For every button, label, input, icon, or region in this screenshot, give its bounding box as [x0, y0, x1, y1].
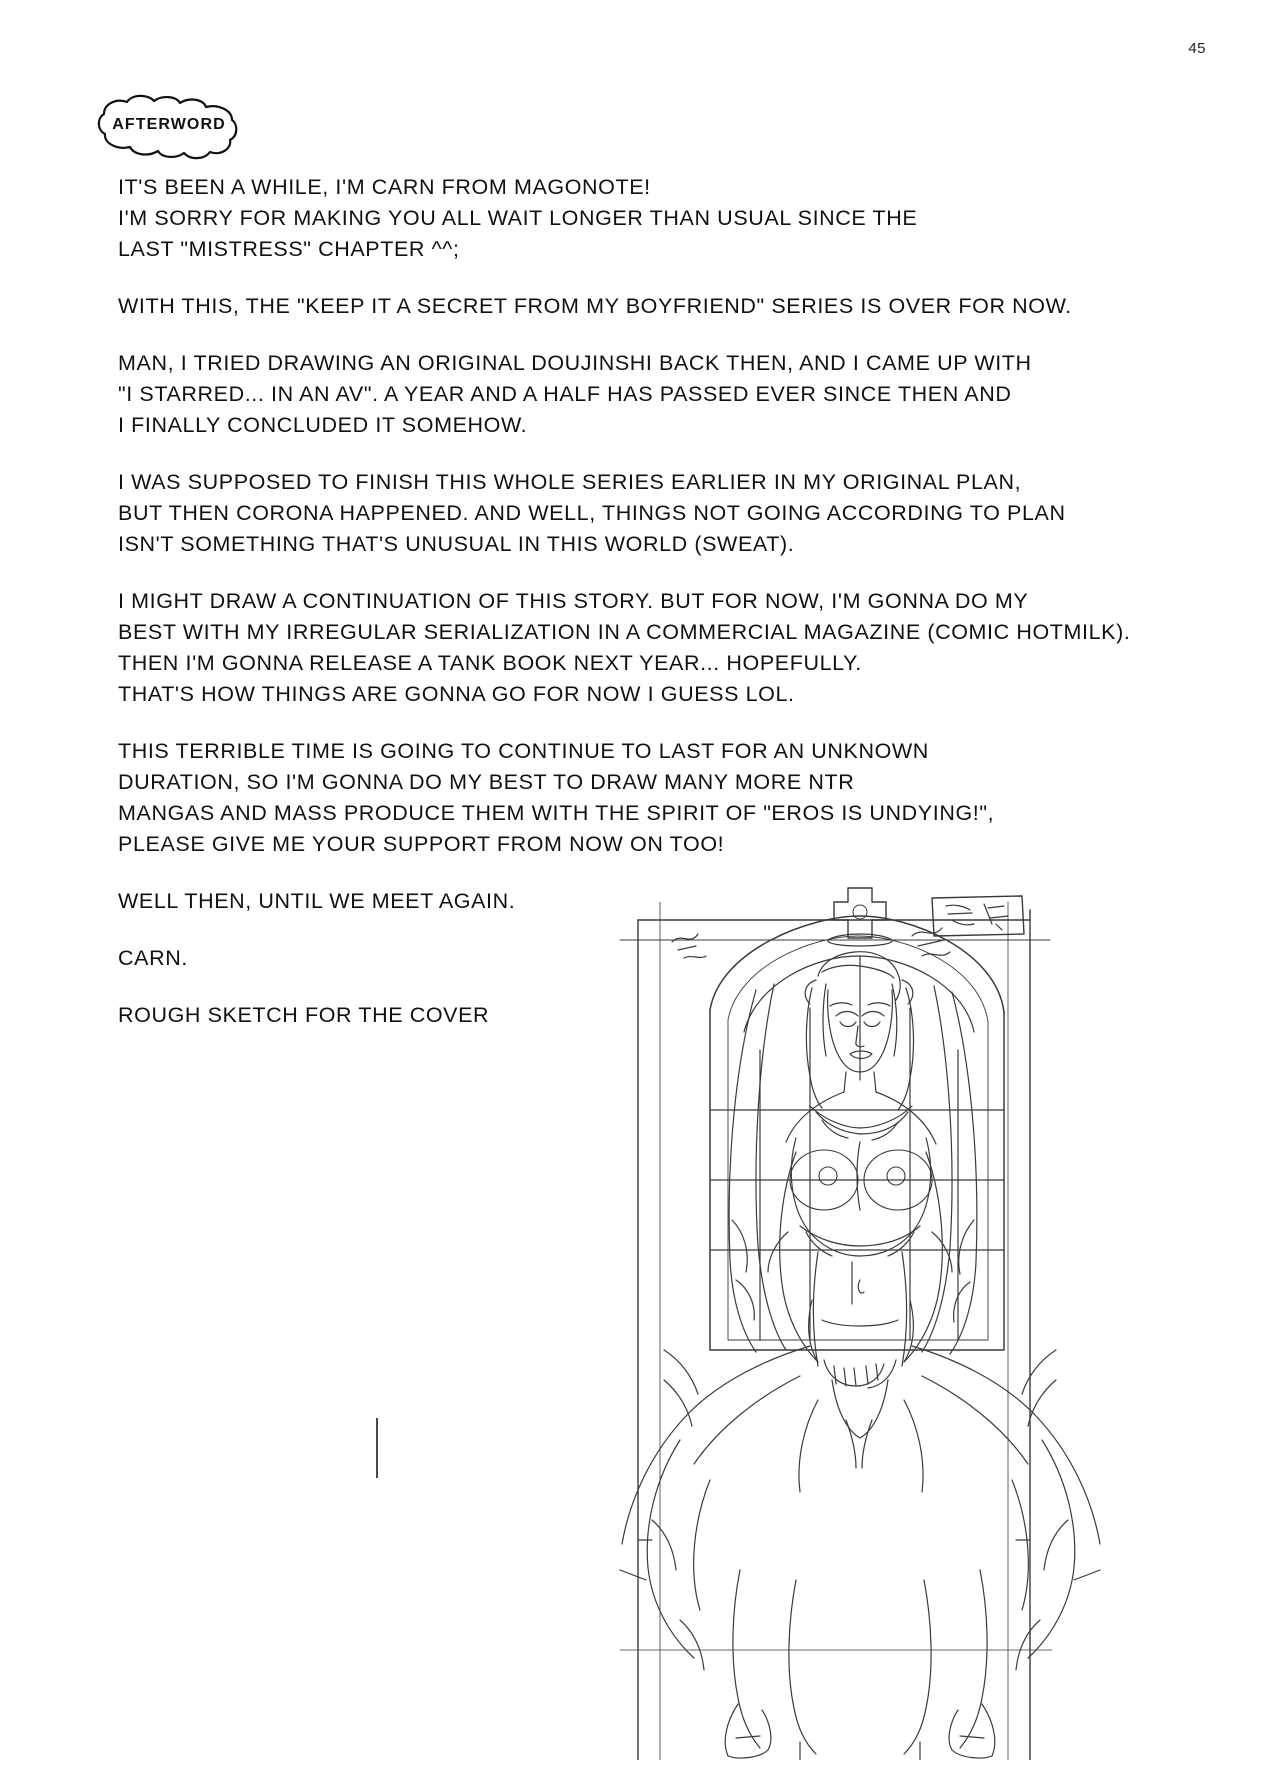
text-line: WITH THIS, THE "KEEP IT A SECRET FROM MY BOYFRIEND" SERIES IS OVER FOR NOW.: [118, 294, 1072, 318]
text-line: I WAS SUPPOSED TO FINISH THIS WHOLE SERIES EARLIER IN MY ORIGINAL PLAN,: [118, 470, 1022, 494]
text-line: THAT'S HOW THINGS ARE GONNA GO FOR NOW I GUESS LOL.: [118, 682, 795, 706]
text-line: LAST "MISTRESS" CHAPTER ^^;: [118, 237, 460, 261]
text-line: "I STARRED... IN AN AV". A YEAR AND A HALF HAS PASSED EVER SINCE THEN AND: [118, 382, 1012, 406]
text-line: BUT THEN CORONA HAPPENED. AND WELL, THINGS NOT GOING ACCORDING TO PLAN: [118, 501, 1066, 525]
text-line: DURATION, SO I'M GONNA DO MY BEST TO DRAW MANY MORE NTR: [118, 770, 855, 794]
text-line: ROUGH SKETCH FOR THE COVER: [118, 1003, 490, 1027]
text-line: CARN.: [118, 946, 188, 970]
stray-ink-mark: [376, 1418, 378, 1478]
text-line: MANGAS AND MASS PRODUCE THEM WITH THE SPIRIT OF "EROS IS UNDYING!",: [118, 801, 995, 825]
paragraph: [118, 586, 1131, 710]
text-line: I'M SORRY FOR MAKING YOU ALL WAIT LONGER THAN USUAL SINCE THE: [118, 206, 918, 230]
paragraph: [118, 348, 1098, 441]
sketch-illustration-icon: [560, 880, 1260, 1760]
page-number: 45: [1188, 40, 1206, 57]
afterword-label: AFTERWORD: [112, 116, 226, 133]
afterword-bubble: [86, 92, 252, 164]
text-line: THEN I'M GONNA RELEASE A TANK BOOK NEXT YEAR... HOPEFULLY.: [118, 651, 862, 675]
text-line: PLEASE GIVE ME YOUR SUPPORT FROM NOW ON TOO!: [118, 832, 725, 856]
text-line: BEST WITH MY IRREGULAR SERIALIZATION IN A COMMERCIAL MAGAZINE (COMIC HOTMILK).: [118, 620, 1131, 644]
text-line: ISN'T SOMETHING THAT'S UNUSUAL IN THIS WORLD (SWEAT).: [118, 532, 795, 556]
paragraph: [118, 467, 1098, 560]
paragraph: [118, 291, 1098, 322]
cover-rough-sketch: [560, 880, 1260, 1760]
text-line: IT'S BEEN A WHILE, I'M CARN FROM MAGONOTE!: [118, 175, 651, 199]
text-line: MAN, I TRIED DRAWING AN ORIGINAL DOUJINSHI BACK THEN, AND I CAME UP WITH: [118, 351, 1032, 375]
text-line: I FINALLY CONCLUDED IT SOMEHOW.: [118, 413, 528, 437]
text-line: I MIGHT DRAW A CONTINUATION OF THIS STORY. BUT FOR NOW, I'M GONNA DO MY: [118, 589, 1029, 613]
paragraph: [118, 736, 1098, 860]
paragraph: [118, 172, 1098, 265]
text-line: WELL THEN, UNTIL WE MEET AGAIN.: [118, 889, 516, 913]
text-line: THIS TERRIBLE TIME IS GOING TO CONTINUE TO LAST FOR AN UNKNOWN: [118, 739, 929, 763]
